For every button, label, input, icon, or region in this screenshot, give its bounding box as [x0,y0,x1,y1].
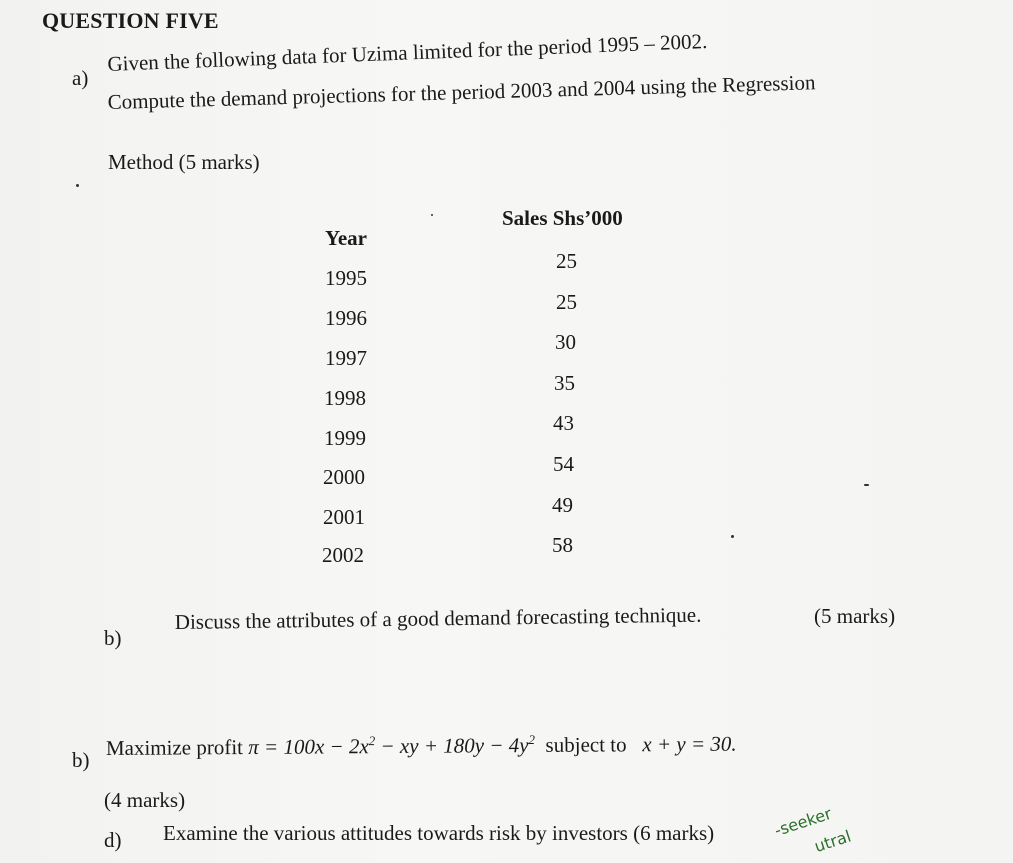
year-cell: 1995 [325,266,367,290]
sales-cell: 43 [553,411,574,435]
paper-speck [431,214,433,216]
handwritten-note-2: utral [812,826,854,857]
question-b2-marks: (4 marks) [104,788,186,812]
question-a-marker: a) [72,66,89,90]
profit-equation [248,733,535,759]
sales-cell: 25 [556,249,577,273]
year-cell: 1998 [324,386,366,410]
year-cell: 2001 [323,505,365,529]
year-cell: 1997 [325,346,367,370]
paper-speck [76,184,79,187]
question-a-line-1: Given the following data for Uzima limited for the period 1995 – 2002. [107,28,708,77]
constraint-equation: x + y = 30. [642,731,737,757]
paper-speck [864,484,869,486]
question-title: QUESTION FIVE [42,8,219,33]
year-cell: 1999 [324,426,366,450]
question-b-marker: b) [104,626,122,650]
question-b-text: Discuss the attributes of a good demand forecasting technique. [174,602,702,635]
question-b-marks: (5 marks) [814,604,896,628]
question-b2-text [106,732,737,761]
question-d-text: Examine the various attitudes towards risk by investors (6 marks) [163,821,715,845]
question-d-marker: d) [104,828,122,852]
sales-cell: 35 [554,371,575,395]
year-cell: 2002 [322,543,364,567]
sales-cell: 58 [552,533,573,557]
equation-part-2: − xy + 180y − 4y [375,733,529,759]
question-b2-prefix: Maximize profit [105,735,244,760]
paper-speck [731,535,734,538]
equation-part-1: = 100x − 2x [258,734,369,759]
exponent-2: 2 [528,732,536,748]
year-cell: 1996 [325,306,367,330]
year-column-header: Year [325,226,367,250]
subject-to-label: subject to [545,732,627,757]
sales-cell: 49 [552,493,573,517]
handwritten-note-1: -seeker [772,803,834,841]
year-cell: 2000 [323,465,365,489]
sales-cell: 25 [556,290,577,314]
question-a-line-3: Method (5 marks) [108,150,260,174]
question-b2-marker: b) [72,748,90,772]
sales-column-header: Sales Shs’000 [502,206,623,230]
pi-symbol: π [248,734,259,760]
exponent-1: 2 [368,733,376,749]
question-a-line-2: Compute the demand projections for the period 2003 and 2004 using the Regression [107,70,816,115]
sales-cell: 30 [555,330,576,354]
sales-cell: 54 [553,452,574,476]
